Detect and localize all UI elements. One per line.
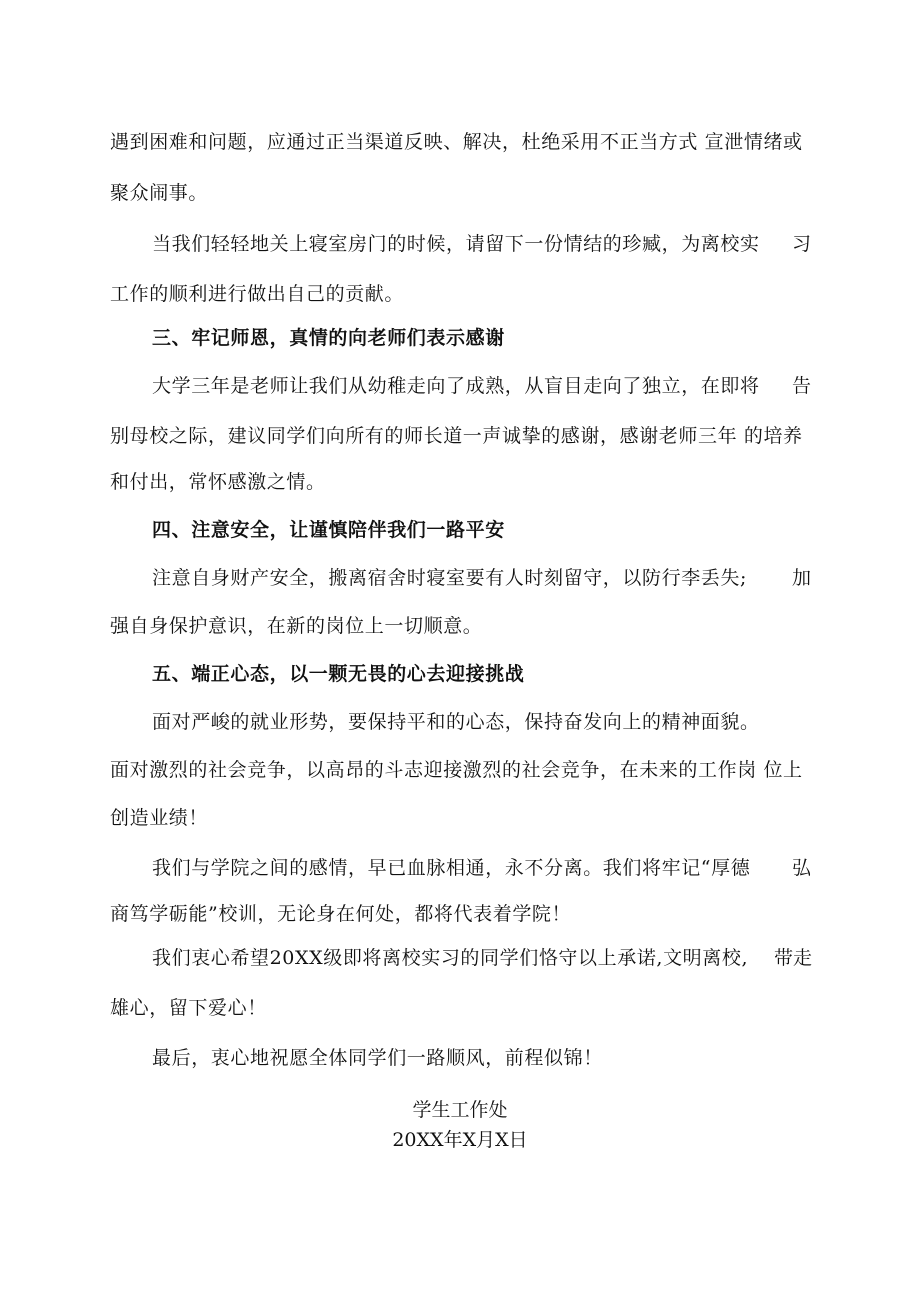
paragraph-line: 强自身保护意识，在新的岗位上一切顺意。 — [110, 615, 483, 637]
signature-office: 学生工作处 — [412, 1099, 508, 1121]
paragraph-line: 雄心，留下爱心！ — [110, 997, 267, 1019]
paragraph-line-fragment: 告 — [792, 375, 812, 397]
paragraph-line: 大学三年是老师让我们从幼稚走向了成熟，从盲目走向了独立，在即将 — [152, 375, 760, 397]
paragraph-line-fragment: 加 — [792, 567, 812, 589]
paragraph-line: 聚众闹事。 — [110, 182, 209, 204]
paragraph-line-fragment: 习 — [792, 233, 812, 255]
paragraph-line: 注意自身财产安全，搬离宿舍时寝室要有人时刻留守，以防行李丢失; — [152, 567, 748, 589]
paragraph-line: 当我们轻轻地关上寝室房门的时候，请留下一份情结的珍臧，为离校实 — [152, 233, 760, 255]
paragraph-line: 遇到困难和问题，应通过正当渠道反映、解决，杜绝采用不正当方式 宣泄情绪或 — [110, 131, 803, 153]
paragraph-line: 和付出，常怀感激之情。 — [110, 471, 326, 493]
section-heading-4: 四、注意安全，让谨慎陪伴我们一路平安 — [152, 519, 505, 541]
paragraph-line: 我们衷心希望20XX级即将离校实习的同学们恪守以上承诺,文明离校, — [152, 947, 749, 969]
paragraph-line: 面对严峻的就业形势，要保持平和的心态，保持奋发向上的精神面貌。 — [152, 711, 760, 733]
paragraph-line: 创造业绩！ — [110, 807, 209, 829]
paragraph-line: 最后，衷心地祝愿全体同学们一路顺风，前程似锦！ — [152, 1047, 603, 1069]
paragraph-line-fragment: 弘 — [792, 857, 812, 879]
section-heading-5: 五、端正心态，以一颗无畏的心去迎接挑战 — [152, 663, 525, 685]
signature-date: 20XX年X月X日 — [392, 1129, 528, 1151]
paragraph-line: 面对激烈的社会竞争，以高昂的斗志迎接激烈的社会竞争，在未来的工作岗 位上 — [110, 759, 803, 781]
paragraph-line: 别母校之际，建议同学们向所有的师长道一声诚挚的感谢，感谢老师三年 的培养 — [110, 425, 803, 447]
section-heading-3: 三、牢记师恩，真情的向老师们表示感谢 — [152, 327, 505, 349]
paragraph-line: 工作的顺利进行做出自己的贡献。 — [110, 283, 405, 305]
paragraph-line: 商笃学砺能”校训，无论身在何处，都将代表着学院！ — [110, 903, 572, 925]
paragraph-line: 我们与学院之间的感情，早已血脉相通，永不分离。我们将牢记“厚德 — [152, 857, 751, 879]
paragraph-line-fragment: 带走 — [774, 947, 813, 969]
